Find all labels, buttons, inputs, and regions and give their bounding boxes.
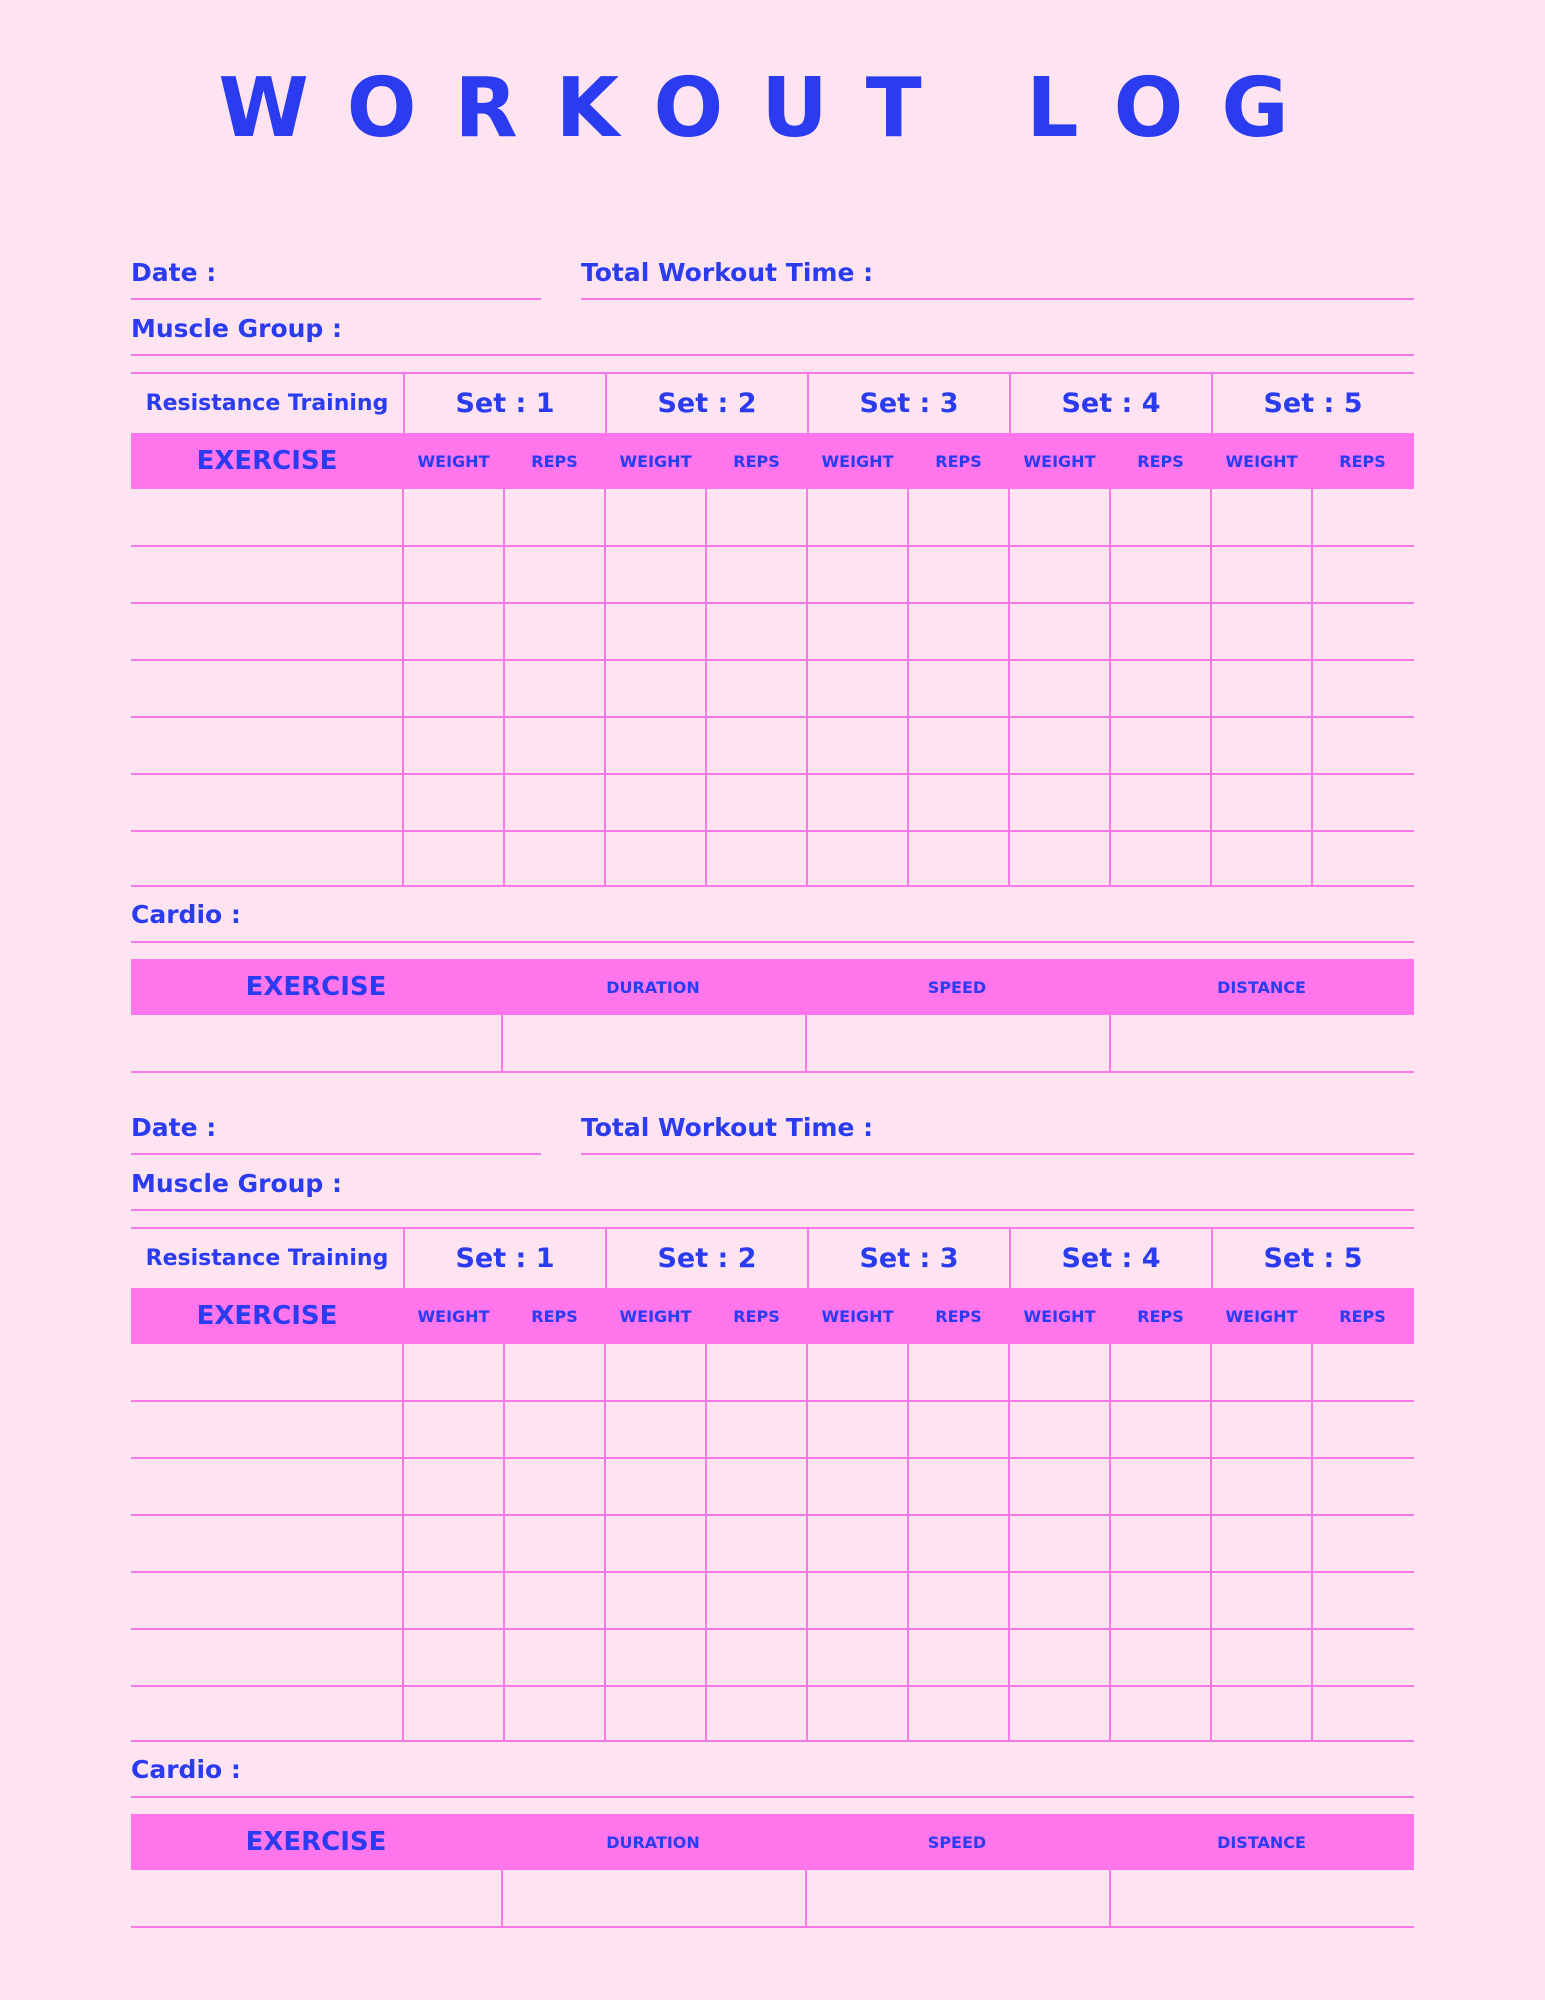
resistance-training-label: Resistance Training bbox=[145, 391, 389, 416]
table-row bbox=[131, 1400, 1414, 1402]
cardio-label: Cardio : bbox=[131, 900, 241, 929]
cardio-header-band bbox=[131, 1814, 1414, 1870]
set-3-header: Set : 3 bbox=[807, 1229, 1009, 1288]
set-5-header: Set : 5 bbox=[1211, 374, 1413, 433]
reps-header: REPS bbox=[1137, 1306, 1184, 1326]
table-row bbox=[131, 1926, 1414, 1928]
weight-header: WEIGHT bbox=[619, 451, 692, 471]
weight-header: WEIGHT bbox=[1023, 1306, 1096, 1326]
grid-divider bbox=[1311, 489, 1313, 886]
distance-header: DISTANCE bbox=[1217, 977, 1306, 997]
total-time-field[interactable] bbox=[581, 298, 1414, 300]
set-5-header: Set : 5 bbox=[1211, 1229, 1413, 1288]
grid-divider bbox=[1109, 489, 1111, 886]
cardio-field[interactable] bbox=[131, 1796, 1414, 1798]
table-row bbox=[131, 1628, 1414, 1630]
cardio-grid[interactable] bbox=[131, 1870, 1414, 1928]
grid-divider bbox=[503, 1344, 505, 1741]
reps-header: REPS bbox=[1339, 451, 1386, 471]
resistance-header-row bbox=[131, 372, 1414, 433]
weight-header: WEIGHT bbox=[821, 1306, 894, 1326]
grid-divider bbox=[604, 489, 606, 886]
table-row bbox=[131, 659, 1414, 661]
weight-header: WEIGHT bbox=[821, 451, 894, 471]
grid-divider bbox=[402, 489, 404, 886]
grid-divider bbox=[1109, 1344, 1111, 1741]
table-row bbox=[131, 1514, 1414, 1516]
muscle-group-field[interactable] bbox=[131, 354, 1414, 356]
set-2-header: Set : 2 bbox=[605, 1229, 807, 1288]
reps-header: REPS bbox=[935, 1306, 982, 1326]
set-3-header: Set : 3 bbox=[807, 374, 1009, 433]
table-row bbox=[131, 1740, 1414, 1742]
exercise-header: EXERCISE bbox=[196, 1301, 338, 1331]
grid-divider bbox=[1311, 1344, 1313, 1741]
cardio-header-band bbox=[131, 959, 1414, 1015]
duration-header: DURATION bbox=[606, 977, 700, 997]
date-field[interactable] bbox=[131, 1153, 541, 1155]
table-row bbox=[131, 545, 1414, 547]
set-2-header: Set : 2 bbox=[605, 374, 807, 433]
grid-divider bbox=[503, 489, 505, 886]
workout-section-2 bbox=[131, 1095, 1414, 1921]
grid-divider bbox=[501, 1015, 503, 1072]
distance-header: DISTANCE bbox=[1217, 1832, 1306, 1852]
duration-header: DURATION bbox=[606, 1832, 700, 1852]
resistance-training-label: Resistance Training bbox=[145, 1246, 389, 1271]
set-1-header: Set : 1 bbox=[403, 1229, 605, 1288]
table-row bbox=[131, 830, 1414, 832]
set-4-header: Set : 4 bbox=[1009, 1229, 1211, 1288]
grid-divider bbox=[501, 1870, 503, 1927]
cardio-exercise-header: EXERCISE bbox=[245, 1827, 387, 1857]
reps-header: REPS bbox=[531, 1306, 578, 1326]
weight-header: WEIGHT bbox=[417, 451, 490, 471]
workout-section-1 bbox=[131, 240, 1414, 1066]
muscle-group-label: Muscle Group : bbox=[131, 314, 343, 343]
speed-header: SPEED bbox=[927, 1832, 987, 1852]
grid-divider bbox=[1008, 1344, 1010, 1741]
grid-divider bbox=[705, 489, 707, 886]
weight-header: WEIGHT bbox=[619, 1306, 692, 1326]
date-field[interactable] bbox=[131, 298, 541, 300]
weight-header: WEIGHT bbox=[1225, 1306, 1298, 1326]
muscle-group-field[interactable] bbox=[131, 1209, 1414, 1211]
reps-header: REPS bbox=[935, 451, 982, 471]
muscle-group-label: Muscle Group : bbox=[131, 1169, 343, 1198]
reps-header: REPS bbox=[1137, 451, 1184, 471]
grid-divider bbox=[1008, 489, 1010, 886]
grid-divider bbox=[805, 1015, 807, 1072]
grid-divider bbox=[402, 1344, 404, 1741]
grid-divider bbox=[806, 1344, 808, 1741]
table-row bbox=[131, 885, 1414, 887]
table-row bbox=[131, 602, 1414, 604]
page-title: WORKOUT LOG bbox=[218, 61, 1327, 156]
reps-header: REPS bbox=[1339, 1306, 1386, 1326]
reps-header: REPS bbox=[733, 1306, 780, 1326]
cardio-exercise-header: EXERCISE bbox=[245, 972, 387, 1002]
table-row bbox=[131, 1457, 1414, 1459]
set-1-header: Set : 1 bbox=[403, 374, 605, 433]
reps-header: REPS bbox=[733, 451, 780, 471]
total-time-label: Total Workout Time : bbox=[581, 1113, 874, 1142]
grid-divider bbox=[907, 1344, 909, 1741]
weight-header: WEIGHT bbox=[417, 1306, 490, 1326]
weight-header: WEIGHT bbox=[1023, 451, 1096, 471]
table-row bbox=[131, 716, 1414, 718]
grid-divider bbox=[705, 1344, 707, 1741]
reps-header: REPS bbox=[531, 451, 578, 471]
date-label: Date : bbox=[131, 1113, 217, 1142]
set-4-header: Set : 4 bbox=[1009, 374, 1211, 433]
table-row bbox=[131, 1071, 1414, 1073]
grid-divider bbox=[806, 489, 808, 886]
grid-divider bbox=[604, 1344, 606, 1741]
date-label: Date : bbox=[131, 258, 217, 287]
table-row bbox=[131, 1685, 1414, 1687]
cardio-field[interactable] bbox=[131, 941, 1414, 943]
exercise-header: EXERCISE bbox=[196, 446, 338, 476]
grid-divider bbox=[1109, 1870, 1111, 1927]
resistance-header-row bbox=[131, 1227, 1414, 1288]
total-time-label: Total Workout Time : bbox=[581, 258, 874, 287]
grid-divider bbox=[805, 1870, 807, 1927]
table-row bbox=[131, 773, 1414, 775]
grid-divider bbox=[1210, 489, 1212, 886]
grid-divider bbox=[1210, 1344, 1212, 1741]
exercise-header-band bbox=[131, 433, 1414, 489]
exercise-grid[interactable] bbox=[131, 489, 1414, 887]
speed-header: SPEED bbox=[927, 977, 987, 997]
table-row bbox=[131, 1571, 1414, 1573]
total-time-field[interactable] bbox=[581, 1153, 1414, 1155]
grid-divider bbox=[1109, 1015, 1111, 1072]
cardio-grid[interactable] bbox=[131, 1015, 1414, 1073]
cardio-label: Cardio : bbox=[131, 1755, 241, 1784]
grid-divider bbox=[907, 489, 909, 886]
exercise-header-band bbox=[131, 1288, 1414, 1344]
exercise-grid[interactable] bbox=[131, 1344, 1414, 1742]
weight-header: WEIGHT bbox=[1225, 451, 1298, 471]
